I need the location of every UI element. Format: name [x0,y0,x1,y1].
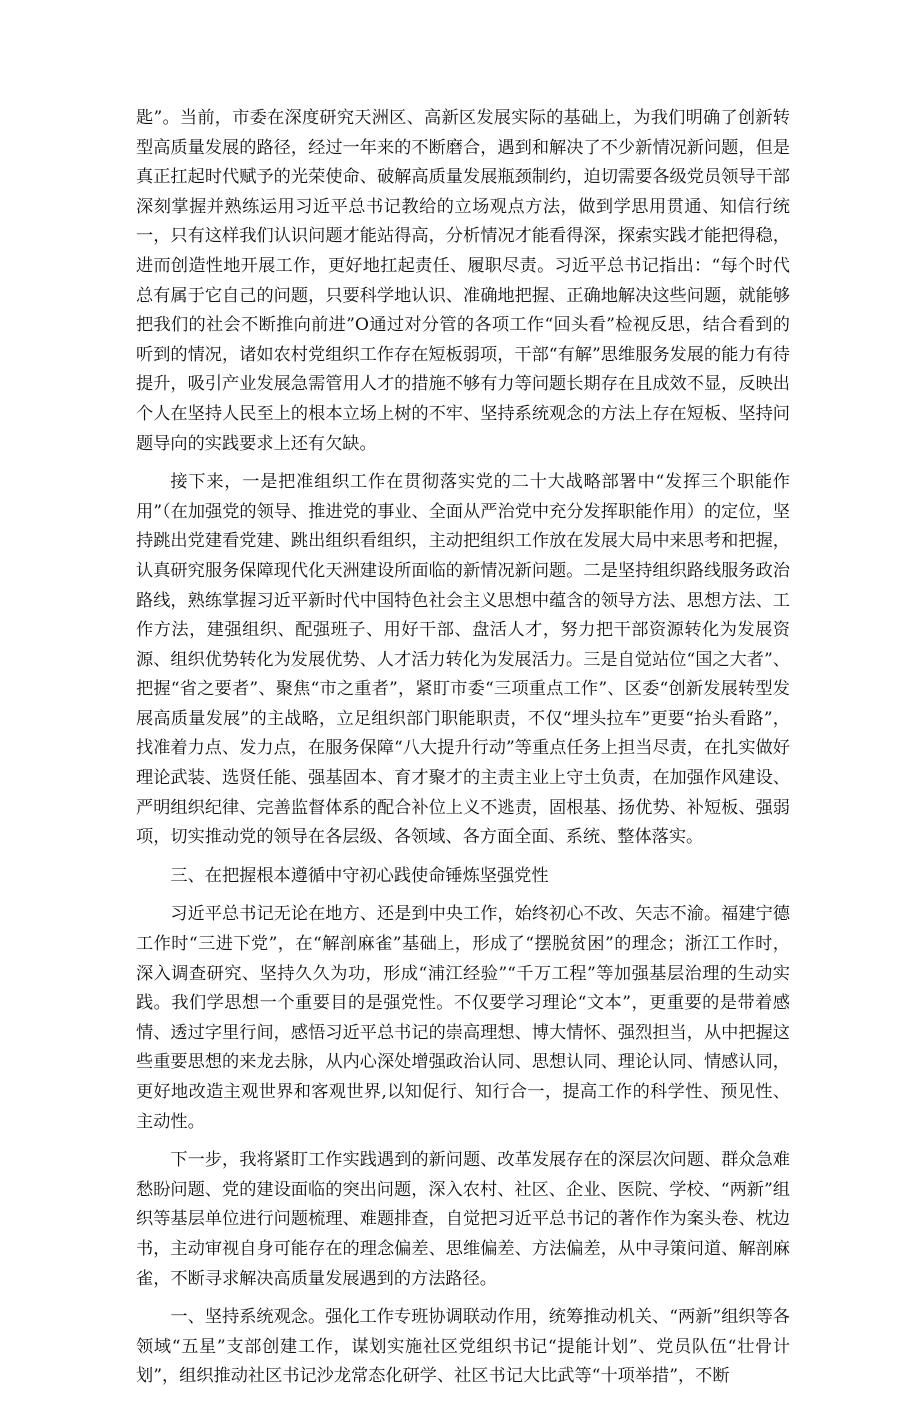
paragraph-systems-view: 一、坚持系统观念。强化工作专班协调联动作用，统筹推动机关、“两新”组织等各领域“五星”支部创建工作，谋划实施社区党组织书记“提能计划”、党员队伍“壮骨计划”，组织推动社区书记沙龙常态化研学、社区书记大比武等“十项举措”，不断 [136,1307,790,1387]
paragraph-plan: 下一步，我将紧盯工作实践遇到的新问题、改革发展存在的深层次问题、群众急难愁盼问题、党的建设面临的突出问题，深入农村、社区、企业、医院、学校、“两新”组织等基层单位进行问题梳理、难题排查，自觉把习近平总书记的著作作为案头卷、枕边书，主动审视自身可能存在的理念偏差、思维偏差、方法偏差，从中寻策问道、解剖麻雀，不断寻求解决高质量发展遇到的方法路径。 [136,1150,790,1289]
paragraph-continuation: 匙”。当前，市委在深度研究天洲区、高新区发展实际的基础上，为我们明确了创新转型高质量发展的路径，经过一年来的不断磨合，遇到和解决了不少新情况新问题，但是真正扛起时代赋予的光荣使命、破解高质量发展瓶颈制约，迫切需要各级党员领导干部深刻掌握并熟练运用习近平总书记教给的立场观点方法，做到学思用贯通、知信行统一，只有这样我们认识问题才能站得高，分析情况才能看得深，探索实践才能把得稳，进而创造性地开展工作，更好地扛起责任、履职尽责。习近平总书记指出：“每个时代总有属于它自己的问题，只要科学地认识、准确地把握、正确地解决这些问题，就能够把我们的社会不断推向前进”O通过对分管的各项工作“回头看”检视反思，结合看到的听到的情况，诸如农村党组织工作存在短板弱项，干部“有解”思维服务发展的能力有待提升，吸引产业发展急需管用人才的措施不够有力等问题长期存在且成效不显，反映出个人在坚持人民至上的根本立场上树的不牢、坚持系统观念的方法上存在短板、坚持问题导向的实践要求上还有欠缺。 [136,108,790,454]
paragraph-party-spirit: 习近平总书记无论在地方、还是到中央工作，始终初心不改、矢志不渝。福建宁德工作时“三进下党”，在“解剖麻雀”基础上，形成了“摆脱贫困”的理念；浙江工作时，深入调查研究、坚持久久为功，形成“浦江经验”“千万工程”等加强基层治理的生动实践。我们学思想一个重要目的是强党性。不仅要学习理论“文本”，更重要的是带着感情、透过字里行间，感悟习近平总书记的崇高理想、博大情怀、强烈担当，从中把握这些重要思想的来龙去脉，从内心深处增强政治认同、思想认同、理论认同、情感认同，更好地改造主观世界和客观世界,以知促行、知行合一，提高工作的科学性、预见性、主动性。 [136,904,790,1132]
paragraph-next-steps: 接下来，一是把准组织工作在贯彻落实党的二十大战略部署中“发挥三个职能作用”（在加强党的领导、推进党的事业、全面从严治党中充分发挥职能作用）的定位，坚持跳出党建看党建、跳出组织看组织，主动把组织工作放在发展大局中来思考和把握，认真研究服务保障现代化天洲建设所面临的新情况新问题。二是坚持组织路线服务政治路线，熟练掌握习近平新时代中国特色社会主义思想中蕴含的领导方法、思想方法、工作方法，建强组织、配强班子、用好干部、盘活人才，努力把干部资源转化为发展资源、组织优势转化为发展优势、人才活力转化为发展活力。三是自觉站位“国之大者”、把握“省之要者”、聚焦“市之重者”，紧盯市委“三项重点工作”、区委“创新发展转型发展高质量发展”的主战略，立足组织部门职能职责，不仅“埋头拉车”更要“抬头看路”，找准着力点、发力点，在服务保障“八大提升行动”等重点任务上担当尽责，在扎实做好理论武装、选贤任能、强基固本、育才聚才的主责主业上守土负责，在加强作风建设、严明组织纪律、完善监督体系的配合补位上义不逃责，固根基、扬优势、补短板、强弱项，切实推动党的领导在各层级、各领域、各方面全面、系统、整体落实。 [136,472,790,848]
section-heading: 三、在把握根本遵循中守初心践使命锤炼坚强党性 [170,865,549,886]
document-body [136,104,790,1401]
